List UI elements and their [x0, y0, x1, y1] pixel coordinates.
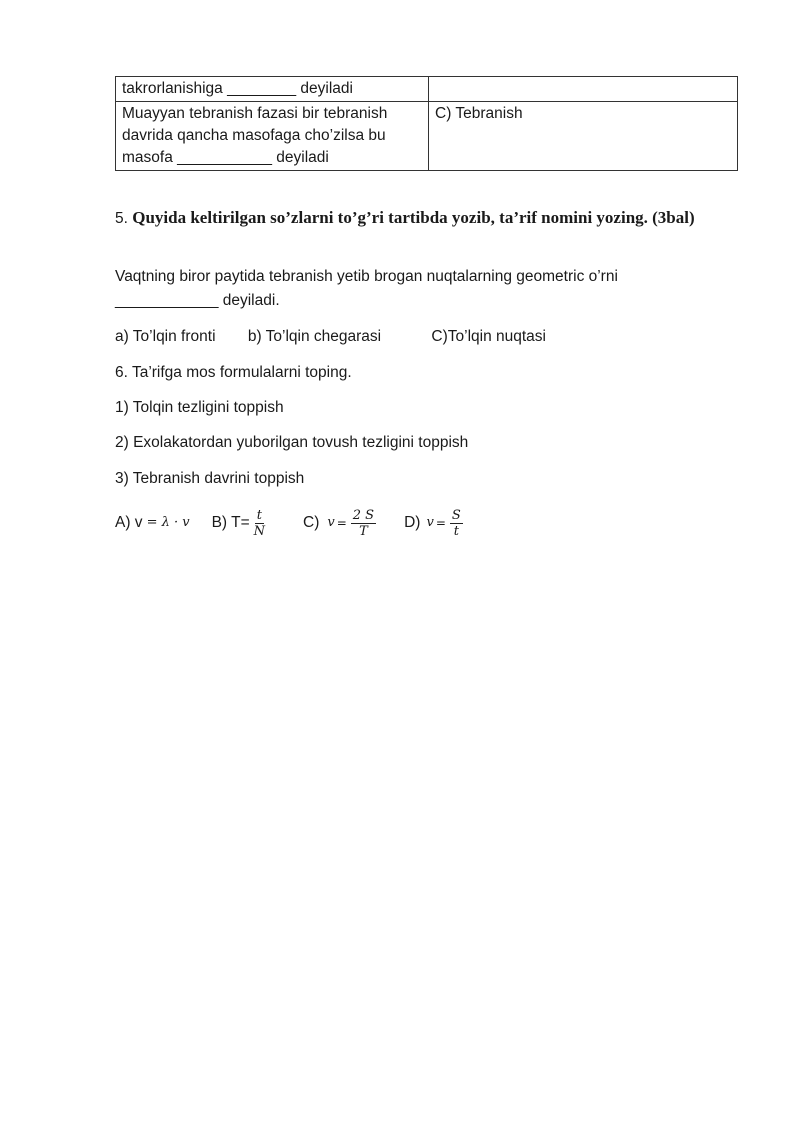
table-cell-right	[429, 77, 738, 102]
question-number: 5.	[115, 210, 128, 227]
question-6-item: 1) Tolqin tezligini toppish	[115, 399, 284, 416]
question-5-heading	[115, 206, 735, 231]
option-c: C)To’lqin nuqtasi	[431, 328, 546, 345]
question-title: Quyida keltirilgan so’zlarni to’g’ri tartibda yozib, ta’rif nomini yozing. (3bal)	[132, 208, 695, 227]
question-5-text-line: ____________ deyiladi.	[115, 292, 280, 309]
formula-d-variable: v	[426, 515, 434, 530]
formula-c-label: C)	[303, 514, 320, 531]
table-cell-left: takrorlanishiga ________ deyiladi	[116, 77, 429, 102]
question-6-item: 2) Exolakatordan yuborilgan tovush tezligini toppish	[115, 434, 469, 451]
equals-sign: =	[336, 516, 347, 530]
formula-a-expression: = λ · v	[146, 515, 190, 530]
question-6-item: 3) Tebranish davrini toppish	[115, 470, 305, 487]
fraction-numerator: 2 S	[352, 507, 375, 523]
fraction-denominator: N	[253, 523, 265, 539]
question-6-heading: 6. Ta’rifga mos formulalarni toping.	[115, 364, 352, 381]
formula-b-fraction	[252, 508, 267, 539]
formula-c-variable: v	[327, 515, 335, 530]
table-cell-right: C) Tebranish	[429, 102, 738, 171]
formula-d-label: D)	[404, 514, 421, 531]
table-cell-left: Muayyan tebranish fazasi bir tebranish davrida qancha masofaga cho’zilsa bu masofa ___________ deyiladi	[116, 102, 429, 171]
question-5-options	[115, 326, 546, 348]
fraction-numerator: S	[451, 507, 461, 523]
formula-c-fraction	[351, 508, 376, 539]
question-5-text-line: Vaqtning biror paytida tebranish yetib brogan nuqtalarning geometric o’rni	[115, 268, 618, 285]
equals-sign: =	[435, 516, 446, 530]
option-b: b) To’lqin chegarasi	[247, 328, 382, 345]
table-row	[116, 77, 738, 102]
option-a: a) To’lqin fronti	[115, 328, 216, 345]
table-row	[116, 102, 738, 171]
formula-a-label: A) v	[115, 514, 143, 531]
formula-options	[115, 505, 465, 541]
formula-d-fraction	[450, 508, 463, 539]
question-table	[115, 76, 738, 171]
fraction-denominator: t	[453, 523, 459, 539]
fraction-denominator: T	[359, 523, 368, 539]
formula-b-label: B) T=	[211, 514, 250, 531]
fraction-numerator: t	[256, 507, 262, 523]
